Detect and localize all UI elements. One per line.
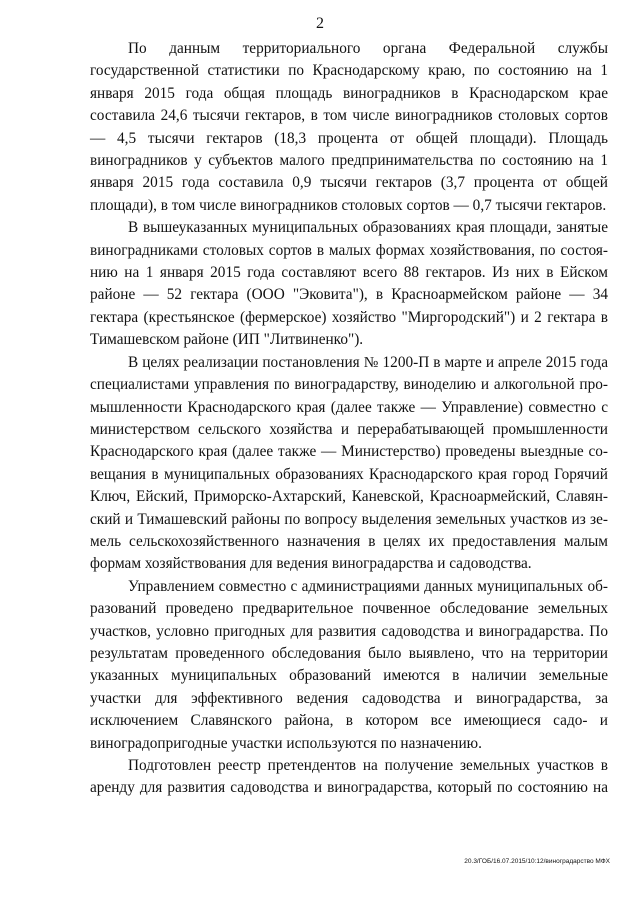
document-footer-reference: 20.3/ГОБ/16.07.2015/10:12/виноградарство МФХ bbox=[464, 858, 610, 865]
paragraph-soil-survey: Управлением совместно с администрациями данных муниципальных образований проведено предварительное почвенное обследование земельных участков, условно пригодных для развития садоводства и виноградарства. По результатам проведенного обследования было выявлено, что на территории указанных муниципальных образований имеются в наличии земельные участки для эффективного ведения садоводства и виноградарства, за исключением Славянского района, в котором все имеющиеся садо- и виноградопригодные участки используются по назначению. bbox=[90, 577, 608, 752]
body-text bbox=[90, 38, 608, 800]
paragraph-table-varieties: В вышеуказанных муниципальных образованиях края площади, занятые виноградниками столовых сортов в малых формах хозяйствования, по состоянию на 1 января 2015 года составляют всего 88 гектаров. Из них в Ейском районе — 52 гектара (ООО "Эковита"), в Красноармейском районе — 34 гектара (крестьянское (фермерское) хозяйство "Миргородский") и 2 гектара в Тимашевском районе (ИП "Литвиненко"). bbox=[90, 219, 608, 349]
paragraph-field-meetings: В целях реализации постановления № 1200-П в марте и апреле 2015 года специалистами управления по виноградарству, виноделию и алкогольной промышленности Краснодарского края (далее также — Управление) совместно с министерством сельского хозяйства и перерабатывающей промышленности Краснодарского края (далее также — Министерство) проведены выездные совещания в муниципальных образованиях Краснодарского края город Горячий Ключ, Ейский, Приморско-Ахтарский, Каневской, Красноармейский, Славянский и Тимашевский районы по вопросу выделения земельных участков из земель сельскохозяйственного назначения в целях их предоставления малым формам хозяйствования для ведения виноградарства и садоводства. bbox=[90, 353, 608, 573]
page-number: 2 bbox=[316, 15, 324, 32]
paragraph-registry: Подготовлен реестр претендентов на получение земельных участков в аренду для развития садоводства и виноградарства, который по состоянию на bbox=[90, 757, 608, 797]
paragraph-vineyard-area: По данным территориального органа Федеральной службы государственной статистики по Краснодарскому краю, по состоянию на 1 января 2015 года общая площадь виноградников в Краснодарском крае составила 24,6 тысячи гектаров, в том числе виноградников столовых сортов — 4,5 тысячи гектаров (18,3 процента от общей площади). Площадь виноградников у субъектов малого предпринимательства по состоянию на 1 января 2015 года составила 0,9 тысячи гектаров (3,7 процента от общей площади), в том числе виноградников столовых сортов — 0,7 тысячи гектаров. bbox=[90, 40, 608, 214]
